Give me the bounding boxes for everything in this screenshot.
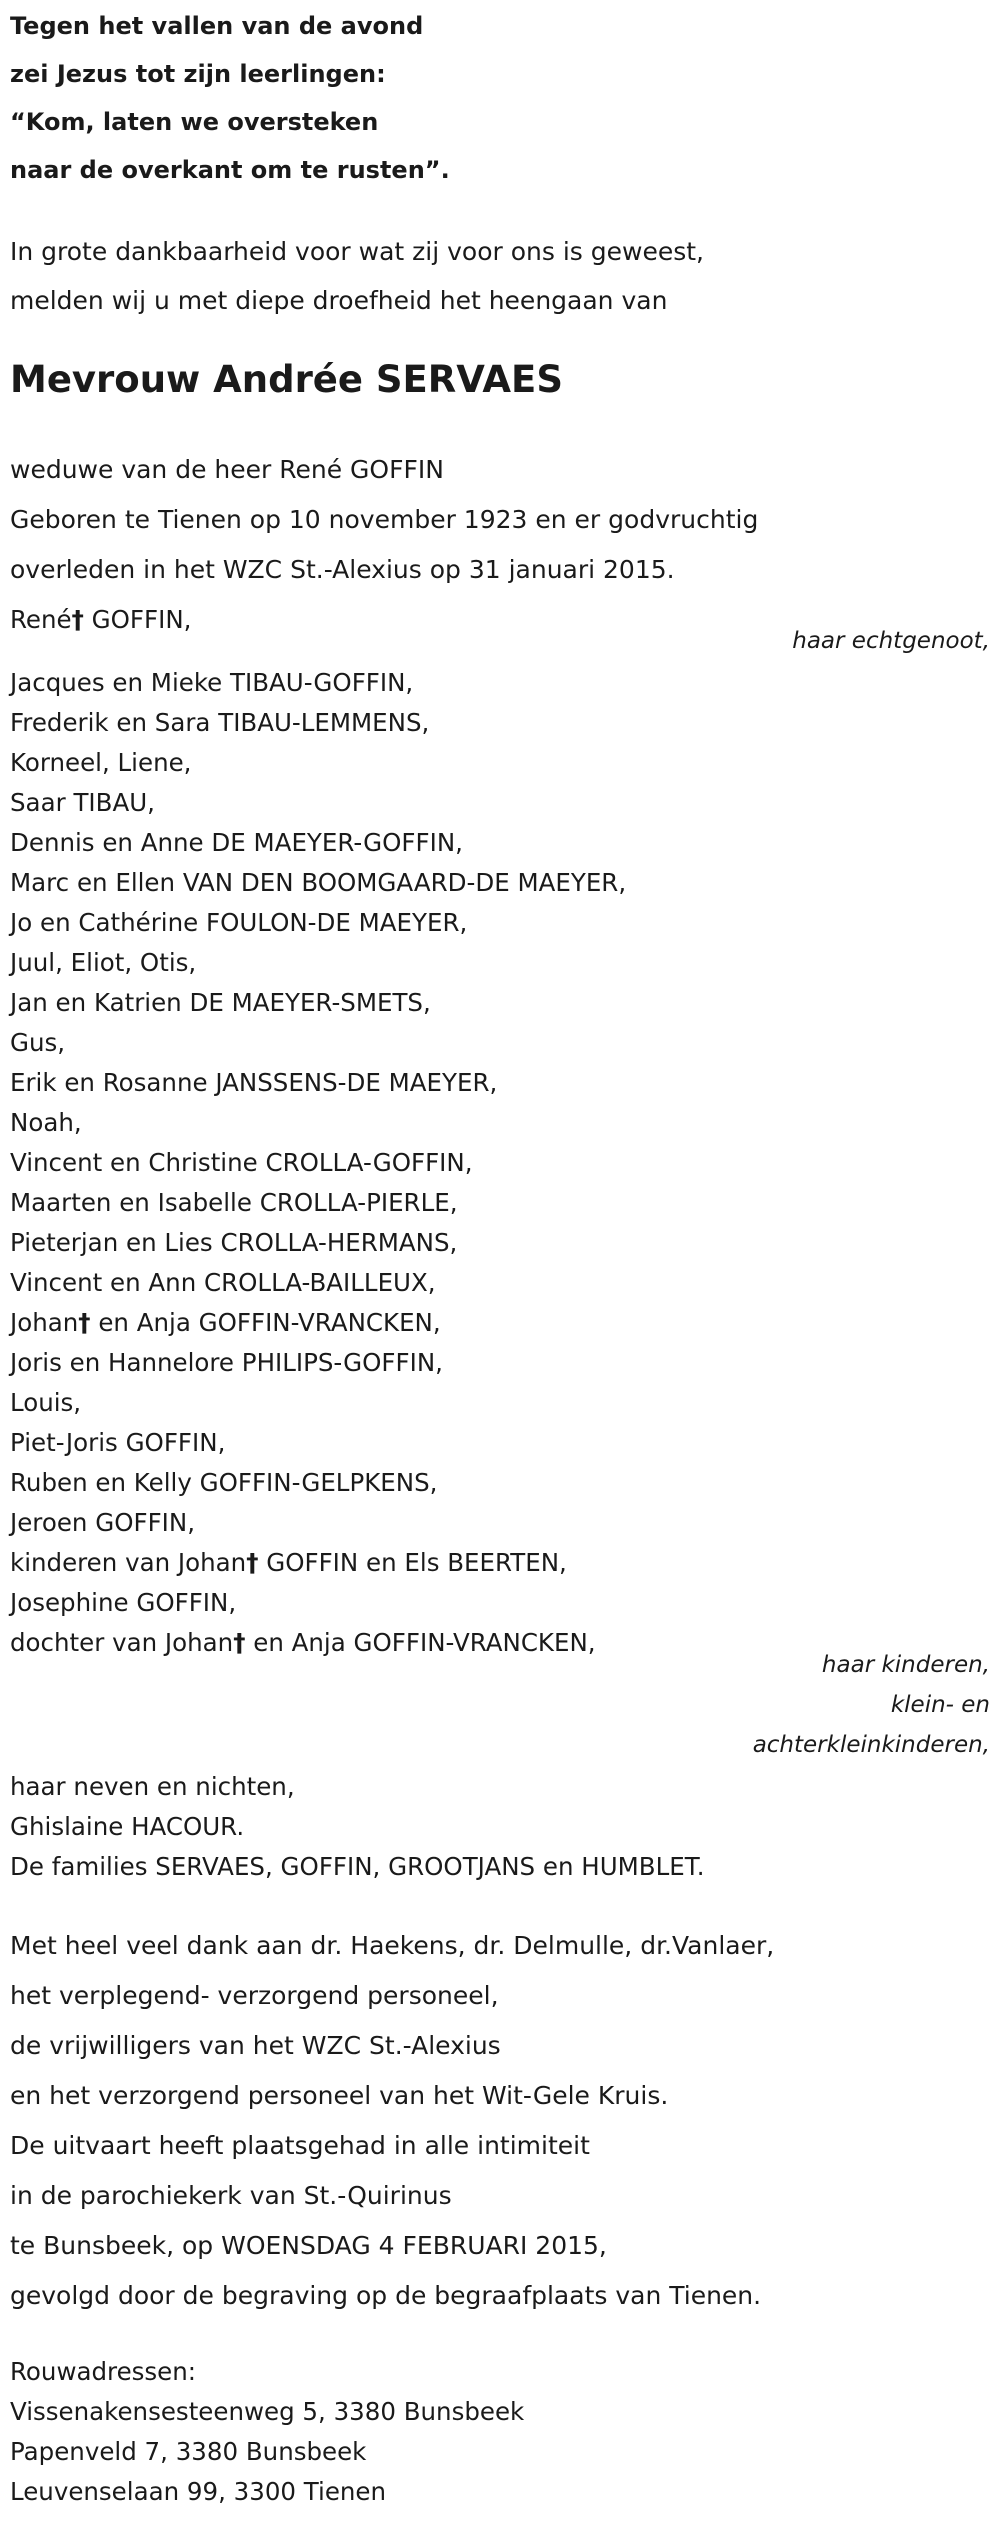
address-line: Leuvenselaan 99, 3300 Tienen <box>10 2477 387 2506</box>
thanks-line: De uitvaart heeft plaatsgehad in alle intimiteit <box>10 2131 590 2160</box>
addresses-label: Rouwadressen: <box>10 2357 197 2386</box>
family-line: Piet-Joris GOFFIN, <box>10 1428 226 1457</box>
verse-line: naar de overkant om te rusten”. <box>10 156 450 184</box>
verse-line: zei Jezus tot zijn leerlingen: <box>10 60 386 88</box>
family-line: Jo en Cathérine FOULON-DE MAEYER, <box>10 908 468 937</box>
family-line: Gus, <box>10 1028 66 1057</box>
relatives-line: De families SERVAES, GOFFIN, GROOTJANS en HUMBLET. <box>10 1852 705 1881</box>
cross-icon: † <box>246 1548 259 1577</box>
bio-line: overleden in het WZC St.-Alexius op 31 januari 2015. <box>10 555 675 584</box>
cross-icon: † <box>78 1308 91 1337</box>
thanks-line: de vrijwilligers van het WZC St.-Alexius <box>10 2031 501 2060</box>
relatives-line: haar neven en nichten, <box>10 1772 295 1801</box>
family-line-johan-daughter: dochter van Johan† en Anja GOFFIN-VRANCKEN, <box>10 1628 596 1657</box>
family-line-johan: Johan† en Anja GOFFIN-VRANCKEN, <box>10 1308 441 1337</box>
family-line: Saar TIBAU, <box>10 788 155 817</box>
family-line: Pieterjan en Lies CROLLA-HERMANS, <box>10 1228 458 1257</box>
family-line: Frederik en Sara TIBAU-LEMMENS, <box>10 708 430 737</box>
thanks-line: gevolgd door de begraving op de begraafplaats van Tienen. <box>10 2281 762 2310</box>
thanks-line: in de parochiekerk van St.-Quirinus <box>10 2181 452 2210</box>
relatives-line: Ghislaine HACOUR. <box>10 1812 245 1841</box>
intro-line: In grote dankbaarheid voor wat zij voor ons is geweest, <box>10 237 704 266</box>
spouse-role: haar echtgenoot, <box>792 628 990 654</box>
family-line: Korneel, Liene, <box>10 748 192 777</box>
cross-icon: † <box>71 605 84 634</box>
family-line: Jeroen GOFFIN, <box>10 1508 196 1537</box>
children-role-line: achterkleinkinderen, <box>752 1732 990 1758</box>
children-role-line: haar kinderen, <box>821 1652 990 1678</box>
bio-line: weduwe van de heer René GOFFIN <box>10 455 444 484</box>
family-line: Juul, Eliot, Otis, <box>10 948 197 977</box>
verse-line: “Kom, laten we oversteken <box>10 108 379 136</box>
cross-icon: † <box>233 1628 246 1657</box>
family-line: Marc en Ellen VAN DEN BOOMGAARD-DE MAEYER, <box>10 868 627 897</box>
family-line: Dennis en Anne DE MAEYER-GOFFIN, <box>10 828 463 857</box>
children-role-line: klein- en <box>890 1692 990 1718</box>
deceased-name: Mevrouw Andrée SERVAES <box>10 358 563 401</box>
bio-line: Geboren te Tienen op 10 november 1923 en er godvruchtig <box>10 505 759 534</box>
thanks-line: het verplegend- verzorgend personeel, <box>10 1981 499 2010</box>
family-line: Louis, <box>10 1388 82 1417</box>
family-line: Erik en Rosanne JANSSENS-DE MAEYER, <box>10 1068 498 1097</box>
thanks-line: Met heel veel dank aan dr. Haekens, dr. Delmulle, dr.Vanlaer, <box>10 1931 775 1960</box>
address-line: Vissenakensesteenweg 5, 3380 Bunsbeek <box>10 2397 525 2426</box>
family-line-johan-children: kinderen van Johan† GOFFIN en Els BEERTEN, <box>10 1548 567 1577</box>
family-line: Vincent en Ann CROLLA-BAILLEUX, <box>10 1268 436 1297</box>
thanks-line: en het verzorgend personeel van het Wit-Gele Kruis. <box>10 2081 669 2110</box>
spouse-first-name: René <box>10 605 72 634</box>
family-line: Noah, <box>10 1108 82 1137</box>
family-line: Joris en Hannelore PHILIPS-GOFFIN, <box>10 1348 443 1377</box>
family-line: Vincent en Christine CROLLA-GOFFIN, <box>10 1148 473 1177</box>
spouse-line <box>10 605 191 634</box>
intro-line: melden wij u met diepe droefheid het heengaan van <box>10 286 668 315</box>
family-line: Jacques en Mieke TIBAU-GOFFIN, <box>10 668 414 697</box>
verse-line: Tegen het vallen van de avond <box>10 12 424 40</box>
family-line: Jan en Katrien DE MAEYER-SMETS, <box>10 988 431 1017</box>
family-line: Josephine GOFFIN, <box>10 1588 237 1617</box>
spouse-last-name: GOFFIN, <box>83 605 192 634</box>
family-line: Maarten en Isabelle CROLLA-PIERLE, <box>10 1188 458 1217</box>
address-line: Papenveld 7, 3380 Bunsbeek <box>10 2437 367 2466</box>
thanks-line: te Bunsbeek, op WOENSDAG 4 FEBRUARI 2015, <box>10 2231 607 2260</box>
family-line: Ruben en Kelly GOFFIN-GELPKENS, <box>10 1468 438 1497</box>
